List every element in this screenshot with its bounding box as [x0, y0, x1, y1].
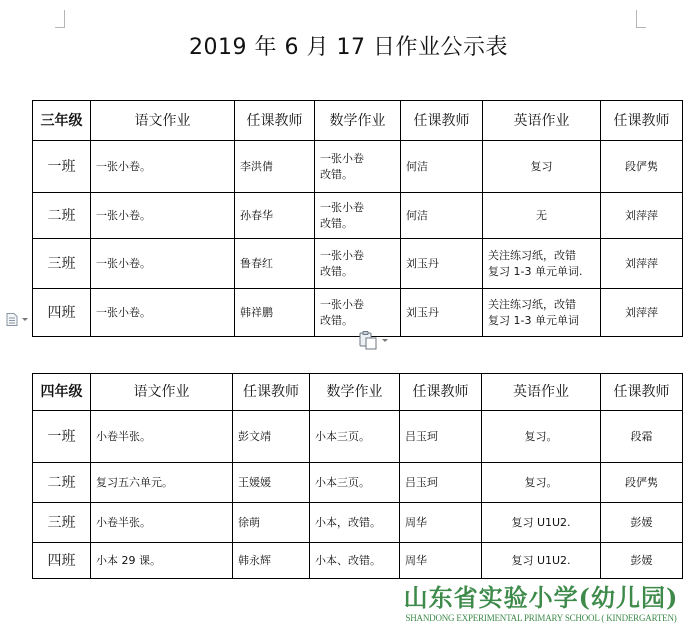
- english-header: 英语作业: [483, 101, 601, 141]
- english-teacher: 刘萍萍: [601, 289, 683, 337]
- grade-header: 四年级: [33, 374, 91, 411]
- chinese-teacher: 徐萌: [233, 503, 310, 543]
- math-homework-line: 一张小卷: [320, 151, 364, 165]
- document-icon[interactable]: [6, 313, 18, 326]
- english-teacher: 彭媛: [601, 503, 683, 543]
- english-homework: [483, 193, 601, 239]
- chinese-homework: 小本 29 课。: [91, 543, 233, 579]
- page-title: 2019 年 6 月 17 日作业公示表: [189, 35, 508, 60]
- school-watermark: [390, 584, 692, 624]
- math-teacher: 刘玉丹: [401, 239, 483, 289]
- chinese-teacher: 孙春华: [235, 193, 315, 239]
- english-homework-line: 关注练习纸，改错: [488, 248, 576, 262]
- math-teacher-header: 任课教师: [400, 374, 482, 411]
- chinese-teacher: 韩祥鹏: [235, 289, 315, 337]
- math-teacher: 吕玉珂: [400, 463, 482, 503]
- chevron-down-icon[interactable]: [22, 318, 28, 321]
- math-homework-line: 改错。: [320, 167, 353, 181]
- chinese-teacher-header: 任课教师: [233, 374, 310, 411]
- class-name: 三班: [33, 503, 91, 543]
- english-homework: 复习。: [482, 463, 601, 503]
- table-header-row: [33, 374, 683, 411]
- english-teacher: 段霜: [601, 411, 683, 463]
- class-name: 三班: [33, 239, 91, 289]
- english-teacher: 彭媛: [601, 543, 683, 579]
- math-homework: 小本三页。: [310, 411, 400, 463]
- math-homework-line: 改错。: [320, 264, 353, 278]
- chinese-teacher: 韩永辉: [233, 543, 310, 579]
- english-teacher: 段俨隽: [601, 141, 683, 193]
- english-homework: [483, 239, 601, 289]
- table-row: [33, 141, 683, 193]
- math-homework-line: 一张小卷: [320, 297, 364, 311]
- math-header: 数学作业: [310, 374, 400, 411]
- math-homework: [315, 239, 401, 289]
- english-homework-line: 无: [536, 208, 547, 222]
- math-homework: [315, 141, 401, 193]
- english-homework-line: 复习 1-3 单元单词.: [488, 264, 583, 278]
- chinese-homework: 一张小卷。: [91, 289, 235, 337]
- class-name: 一班: [33, 141, 91, 193]
- math-homework-line: 改错。: [320, 313, 353, 327]
- math-teacher: 何洁: [401, 141, 483, 193]
- table-row: [33, 463, 683, 503]
- math-teacher-header: 任课教师: [401, 101, 483, 141]
- crop-mark-top-left: [55, 10, 65, 28]
- english-teacher: 刘萍萍: [601, 193, 683, 239]
- english-teacher-header: 任课教师: [601, 101, 683, 141]
- chinese-homework: 小卷半张。: [91, 411, 233, 463]
- chinese-homework: 小卷半张。: [91, 503, 233, 543]
- math-homework-line: 一张小卷: [320, 248, 364, 262]
- grade3-homework-table: [32, 100, 683, 337]
- math-homework-line: 改错。: [320, 216, 353, 230]
- grade-header: 三年级: [33, 101, 91, 141]
- class-name: 二班: [33, 193, 91, 239]
- chinese-teacher: 李洪倩: [235, 141, 315, 193]
- english-homework: 复习 U1U2.: [482, 503, 601, 543]
- chinese-teacher: 王媛媛: [233, 463, 310, 503]
- chinese-header: 语文作业: [91, 374, 233, 411]
- english-homework-line: 复习: [530, 159, 553, 173]
- english-teacher: 段俨隽: [601, 463, 683, 503]
- math-teacher: 周华: [400, 543, 482, 579]
- chinese-teacher: 鲁春红: [235, 239, 315, 289]
- math-teacher: 何洁: [401, 193, 483, 239]
- class-name: 一班: [33, 411, 91, 463]
- grade4-homework-table: [32, 373, 683, 579]
- math-header: 数学作业: [315, 101, 401, 141]
- chinese-homework: 一张小卷。: [91, 141, 235, 193]
- clipboard-icon[interactable]: [358, 330, 378, 350]
- watermark-english-name: SHANDONG EXPERIMENTAL PRIMARY SCHOOL ( KINDERGARTEN): [405, 613, 677, 623]
- chinese-homework: 复习五六单元。: [91, 463, 233, 503]
- english-teacher-header: 任课教师: [601, 374, 683, 411]
- chinese-teacher: 彭文靖: [233, 411, 310, 463]
- math-homework: [315, 193, 401, 239]
- table-row: [33, 193, 683, 239]
- english-header: 英语作业: [482, 374, 601, 411]
- math-homework-line: 一张小卷: [320, 200, 364, 214]
- chevron-down-icon[interactable]: [382, 339, 388, 342]
- chinese-header: 语文作业: [91, 101, 235, 141]
- chinese-teacher-header: 任课教师: [235, 101, 315, 141]
- chinese-homework: 一张小卷。: [91, 193, 235, 239]
- table-header-row: [33, 101, 683, 141]
- math-teacher: 周华: [400, 503, 482, 543]
- math-teacher: 吕玉珂: [400, 411, 482, 463]
- english-homework: 复习 U1U2.: [482, 543, 601, 579]
- math-homework: 小本三页。: [310, 463, 400, 503]
- english-homework: 复习。: [482, 411, 601, 463]
- english-homework: [483, 289, 601, 337]
- crop-mark-top-right: [636, 10, 646, 28]
- table-row: [33, 543, 683, 579]
- class-name: 四班: [33, 289, 91, 337]
- table-row: [33, 503, 683, 543]
- english-homework: [483, 141, 601, 193]
- chinese-homework: 一张小卷。: [91, 239, 235, 289]
- math-homework: 小本、改错。: [310, 543, 400, 579]
- english-homework-line: 关注练习纸，改错: [488, 297, 576, 311]
- table-row: [33, 239, 683, 289]
- math-homework: 小本，改错。: [310, 503, 400, 543]
- english-teacher: 刘萍萍: [601, 239, 683, 289]
- table-row: [33, 411, 683, 463]
- watermark-chinese-name: 山东省实验小学(幼儿园): [403, 583, 679, 612]
- class-name: 四班: [33, 543, 91, 579]
- class-name: 二班: [33, 463, 91, 503]
- english-homework-line: 复习 1-3 单元单词: [488, 313, 579, 327]
- math-teacher: 刘玉丹: [401, 289, 483, 337]
